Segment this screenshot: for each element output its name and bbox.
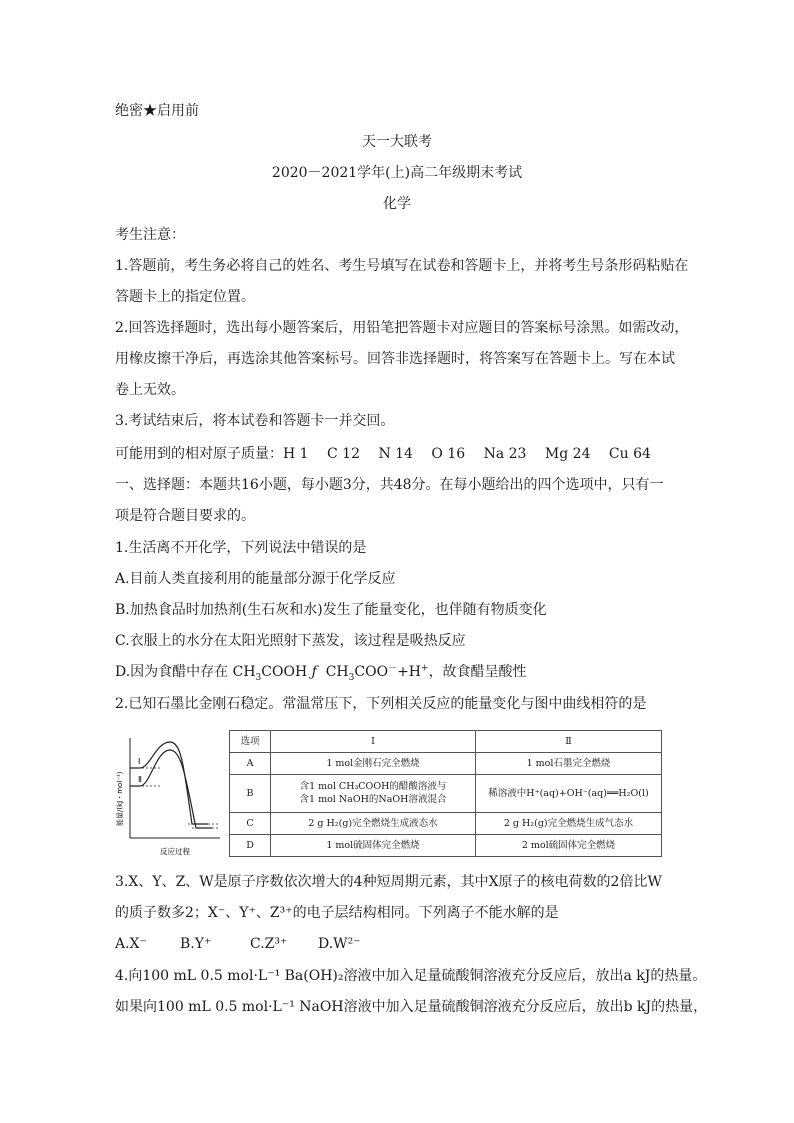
q1-option-a: A.目前人类直接利用的能量部分源于化学反应 [115,571,396,587]
table-row [230,813,662,835]
table-cell-line: 含1 mol CH₃COOH的醋酸溶液与 [299,781,447,793]
diagram-y-label: 能量/(kJ・mol⁻¹) [116,771,124,826]
table-row [230,752,662,774]
q3-option-b: B.Y⁺ [180,936,212,952]
table-row [230,774,662,812]
note-2c: 卷上无效。 [115,382,185,398]
table-cell: 1 mol金刚石完全燃烧 [271,752,476,774]
q3-option-d: D.W²⁻ [318,936,361,952]
table-cell: 2 g H₂(g)完全燃烧生成气态水 [476,813,662,835]
note-2b: 用橡皮擦干净后，再选涂其他答案标号。回答非选择题时，将答案写在答题卡上。写在本试 [115,351,675,367]
secret-label: 绝密★启用前 [115,103,199,119]
q1-option-d: D.因为食醋中存在 $CH_3COOH$ ƒ $CH_3COO^-+H^+$，故食醋呈酸性 [115,663,527,683]
table-cell: 2 mol硫固体完全燃烧 [476,835,662,857]
table-cell: 1 mol石墨完全燃烧 [476,752,662,774]
org-title: 天一大联考 [362,134,432,150]
exam-title: 2020－2021学年(上)高二年级期末考试 [271,165,523,181]
notes-title: 考生注意： [115,227,185,243]
note-1b: 答题卡上的指定位置。 [115,289,255,305]
diagram-x-label: 反应过程 [160,847,190,856]
note-1a: 1.答题前，考生务必将自己的姓名、考生号填写在试卷和答题卡上，并将考生号条形码粘贴在 [115,258,689,274]
q1-d-pre: D.因为食醋中存在 CH [115,664,256,680]
q1-d-end: ，故食醋呈酸性 [428,664,527,680]
diagram-label-1: Ⅰ [138,757,141,766]
table-cell: 1 mol硫固体完全燃烧 [271,835,476,857]
table-cell-line: 含1 mol NaOH的NaOH溶液混合 [299,794,447,806]
section-1-heading-b: 项是符合题目要求的。 [115,508,255,524]
q1-d-post: +H [397,664,422,680]
q2-stem: 2.已知石墨比金刚石稳定。常温常压下，下列相关反应的能量变化与图中曲线相符的是 [115,696,647,712]
q1-d-mid2: CH [325,664,349,680]
q2-options-table-wrap [229,730,662,857]
table-header-ii: Ⅱ [476,731,662,753]
energy-diagram [112,730,224,858]
table-cell-label: A [230,752,271,774]
table-cell-label: C [230,813,271,835]
table-header-option: 选项 [230,731,271,753]
table-row [230,835,662,857]
diagram-curve-2 [130,750,212,828]
q1-d-mid3: COO [354,664,389,680]
table-cell [271,774,476,812]
section-1-heading-a: 一、选择题：本题共16小题，每小题3分，共48分。在每小题给出的四个选项中，只有一 [115,477,664,493]
table-cell-label: D [230,835,271,857]
q3-stem-b: 的质子数多2；X⁻、Y⁺、Z³⁺的电子层结构相同。下列离子不能水解的是 [115,905,559,921]
subject-title: 化学 [383,196,411,212]
q3-option-c: C.Z³⁺ [250,936,288,952]
q1-option-c: C.衣服上的水分在太阳光照射下蒸发，该过程是吸热反应 [115,633,466,649]
atomic-mass-line: 可能用到的相对原子质量：H 1 C 12 N 14 O 16 Na 23 Mg 24 Cu 64 [115,446,651,462]
q1-stem: 1.生活离不开化学，下列说法中错误的是 [115,540,367,556]
table-cell-label: B [230,774,271,812]
q4-stem-a: 4.向100 mL 0.5 mol·L⁻¹ Ba(OH)₂溶液中加入足量硫酸铜溶液充分反应后，放出a kJ的热量。 [115,968,707,984]
q3-options [115,934,361,954]
q1-option-b: B.加热食品时加热剂(生石灰和水)发生了能量变化，也伴随有物质变化 [115,602,547,618]
q3-option-a: A.X⁻ [115,936,147,952]
table-cell: 2 g H₂(g)完全燃烧生成液态水 [271,813,476,835]
table-cell: 稀溶液中H⁺(aq)+OH⁻(aq)══H₂O(l) [476,774,662,812]
q4-stem-b: 如果向100 mL 0.5 mol·L⁻¹ NaOH溶液中加入足量硫酸铜溶液充分反应后，放出b kJ的热量， [115,999,708,1015]
q1-d-arrow: ƒ [311,664,317,680]
diagram-label-2: Ⅱ [138,775,142,784]
q1-d-mid1: COOH [261,664,308,680]
table-header-i: Ⅰ [271,731,476,753]
q2-options-table [229,730,662,857]
q3-stem-a: 3.X、Y、Z、W是原子序数依次增大的4种短周期元素，其中X原子的核电荷数的2倍比W [115,874,662,890]
note-2a: 2.回答选择题时，选出每小题答案后，用铅笔把答题卡对应题目的答案标号涂黑。如需改动， [115,320,689,336]
note-3: 3.考试结束后，将本试卷和答题卡一并交回。 [115,413,395,429]
